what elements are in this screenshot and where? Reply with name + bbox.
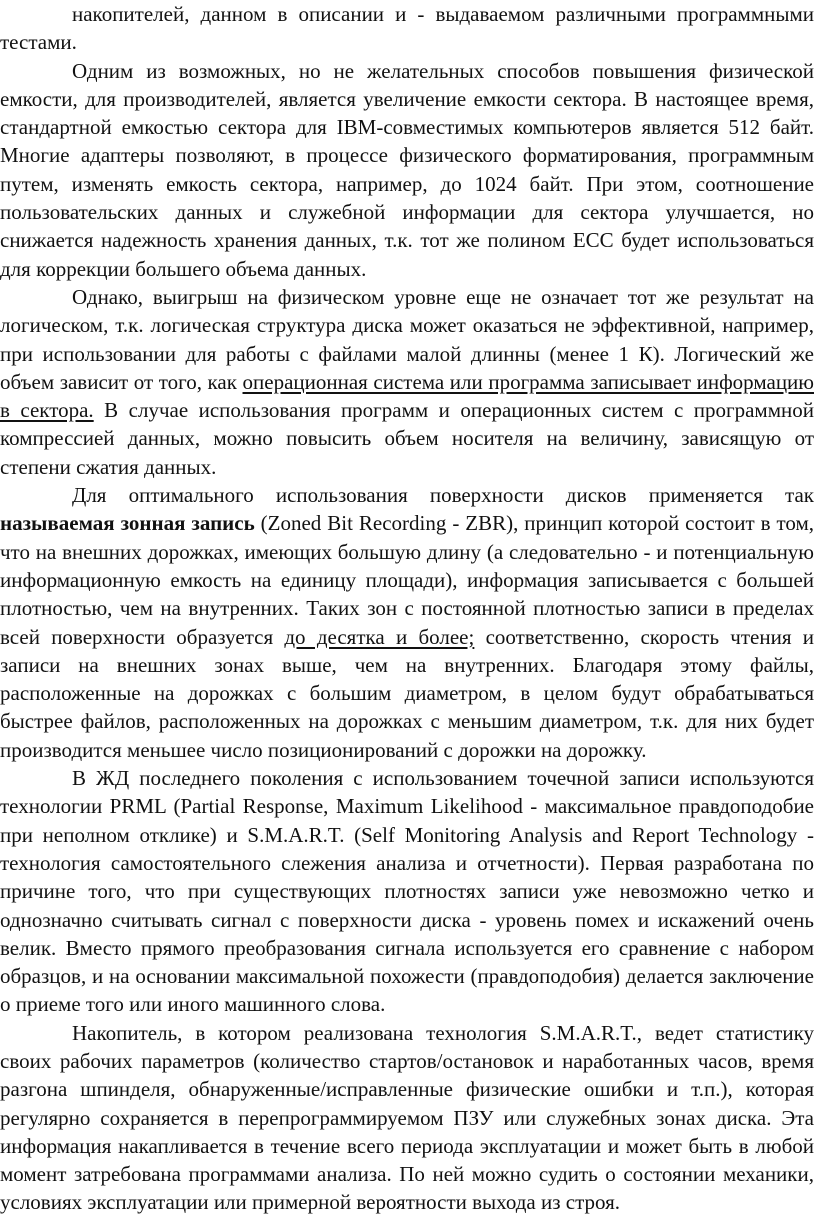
paragraph-text: В ЖД последнего поколения с использованием точечной записи используются технологии PRML (Partial Response, Maximum Likelihood - максимальное правдоподобие при неполном отклике) и S.M.A.R.T. (Self Monitoring Analysis and Report Technology - технология самостоятельного слежения анализа и отчетности). Первая разработана по причине того, что при существующих плотностях записи уже невозможно четко и однозначно считывать сигнал с поверхности диска - уровень помех и искажений очень велик. Вместо прямого преобразования сигнала используется его сравнение с набором образцов, и на основании максимальной похожести (правдоподобия) делается заключение о приеме того или иного машинного слова. <box>0 766 814 1017</box>
paragraph-text: Одним из возможных, но не желательных способов повышения физической емкости, для производителей, является увеличение емкости сектора. В настоящее время, стандартной емкостью сектора для IBM-совместимых компьютеров является 512 байт. Многие адаптеры позволяют, в процессе физического форматирования, программным путем, изменять емкость сектора, например, до 1024 байт. При этом, соотношение пользовательских данных и служебной информации для сектора улучшается, но снижается надежность хранения данных, т.к. тот же полином ECC будет использоваться для коррекции большего объема данных. <box>0 58 814 281</box>
paragraph-text: соответственно, скорость чтения и записи на внешних зонах выше, чем на внутренних. Благодаря этому файлы, расположенные на дорожках с большим диаметром, в целом будут обрабатываться быстрее файлов, расположенных на дорожках с меньшим диаметром, т.к. для них будет производится меньшее число позиционирований с дорожки на дорожку. <box>0 624 814 762</box>
paragraph-zoned-recording <box>0 481 814 764</box>
underlined-phrase: операционная система или программа записывает информацию в сектора. <box>0 369 814 423</box>
paragraph-text: Однако, выигрыш на физическом уровне еще не означает тот же результат на логическом, т.к. логическая структура диска может оказаться не эффективной, например, при использовании для работы с файлами малой длинны (менее 1 К). Логический же объем зависит от того, как <box>0 284 814 394</box>
paragraph-logical-structure <box>0 283 814 481</box>
bold-term: называемая зонная запись <box>0 511 255 536</box>
paragraph-text: Накопитель, в котором реализована технология S.M.A.R.T., ведет статистику своих рабочих параметров (количество стартов/остановок и наработанных часов, время разгона шпинделя, обнаруженные/исправленные физические ошибки и т.п.), которая регулярно сохраняется в перепрограммируемом ПЗУ или служебных зонах диска. Эта информация накапливается в течение всего периода эксплуатации и может быть в любой момент затребована программами анализа. По ней можно судить о состоянии механики, условиях эксплуатации или примерной вероятности выхода из строя. <box>0 1020 814 1215</box>
paragraph-prml-smart <box>0 764 814 1019</box>
paragraph-continuation <box>0 0 814 57</box>
paragraph-text: накопителей, данном в описании и - выдаваемом различными программными тестами. <box>0 2 814 55</box>
underlined-phrase: до десятка и более; <box>284 624 475 649</box>
paragraph-text: (Zoned Bit Recording - ZBR), принцип которой состоит в том, что на внешних дорожках, имеющих большую длину (а следовательно - и потенциальную информационную емкость на единицу площади), информация записывается с большей плотностью, чем на внутренних. Таких зон с постоянной плотностью записи в пределах всей поверхности образуется <box>0 511 814 649</box>
paragraph-sector-capacity <box>0 57 814 283</box>
paragraph-smart-statistics <box>0 1019 814 1217</box>
paragraph-text: Для оптимального использования поверхности дисков применяется так <box>72 483 814 508</box>
paragraph-text: В случае использования программ и операционных систем с программной компрессией данных, можно повысить объем носителя на величину, зависящую от степени сжатия данных. <box>0 398 814 479</box>
